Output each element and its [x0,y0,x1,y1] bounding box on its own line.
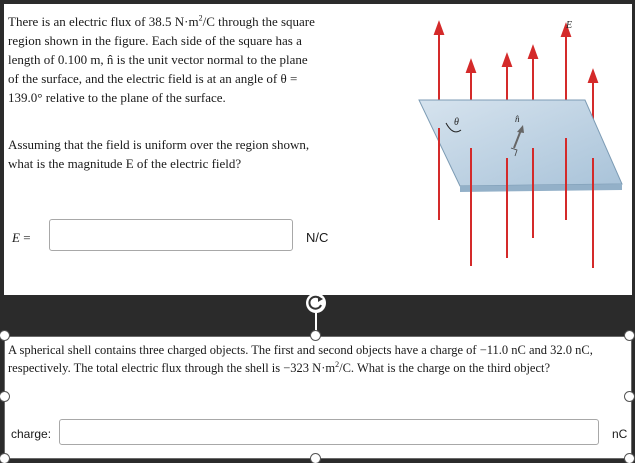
question-2-panel [4,336,632,459]
rotate-icon [306,293,326,313]
e-field-unit: N/C [306,230,329,245]
rotate-handle[interactable] [306,293,326,313]
charge-unit: nC [612,427,628,441]
field-arrowhead [467,61,475,72]
field-arrowhead [529,47,537,58]
normal-label: n̂ [515,114,520,124]
resize-handle-top-right[interactable] [624,330,635,341]
field-arrowhead [435,23,443,34]
resize-handle-top[interactable] [310,330,321,341]
flux-figure [409,8,631,280]
charge-label: charge: [11,427,52,441]
charge-input[interactable] [59,419,599,445]
resize-handle-bottom-left[interactable] [0,453,10,463]
resize-handle-bottom-right[interactable] [624,453,635,463]
question-1-panel [4,4,632,295]
resize-handle-right[interactable] [624,391,635,402]
field-arrowhead [503,55,511,66]
question-2-text: A spherical shell contains three charged objects. The first and second objects have a charge of −11.0 nC and 32.0 nC, respectively. The total electric flux through the shell is −323 $N\cdot m^2/C$. What is the charge on the third object? [8,343,593,375]
square-surface [419,100,622,186]
angle-label: θ [454,117,459,128]
field-label: E⃗ [566,20,580,31]
e-field-label: E = [12,230,31,245]
question-1-prompt: Assuming that the field is uniform over the region shown, what is the magnitude E of the electric field? [8,137,310,171]
resize-handle-bottom[interactable] [310,453,321,463]
field-arrowhead [589,71,597,82]
question-1-text: There is an electric flux of 38.5 $N\cdot m^2/C$ through the square region shown in the figure. Each side of the square has a length of 0.100 m, n̂ is the unit vector normal to the plane of the surface, and the electric field is at an angle of θ = 139.0° relative to the plane of the surface. [8,13,315,105]
e-field-input[interactable] [49,219,293,251]
